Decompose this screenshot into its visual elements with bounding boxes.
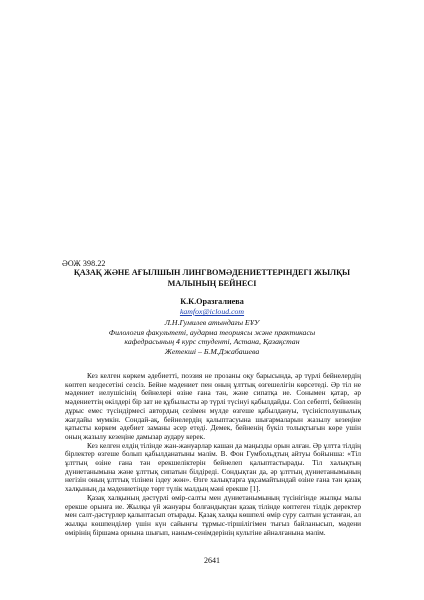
udc-code: ӘОЖ 398.22: [62, 259, 106, 268]
paragraph-2: Кез келген елдің тілінде жан-жануарлар кашан да маңызды орын алған. Әр ұлтта тілдің бірлектер өзгеше болып қабылданатыны мәлім. В. Фон Гумбольдтың айтуы бойынша: «Тіл ұлттың өзіне ғана тән ерекшеліктерін бейнелеп қалыптастырады. Тіл халықтың дүниетанымына және ұлттық сипатын білдіреді. Сондықтан да, әр ұлттың дүниетанымының негізін оның ұлттық тілінен іздеу жөн». Өзге халықтарға ұқсамайтындай өзіне ғана тән қазақ халқының да мәдениетінде төрт түлік малдың мәні ерекше [1].: [65, 440, 361, 494]
title-line-2: МАЛЫНЫҢ БЕЙНЕСІ: [167, 279, 257, 288]
author-email-link[interactable]: kamfox@icloud.com: [179, 307, 245, 316]
paragraph-1: Кез келген көркем әдебиетті, поэзия не прозаны оқу барысында, әр түрлі бейнелердің көптеп кездесетіні сезсіз. Бейне мәдениет пен оның ұлттық өзгешелігін көрсетеді. Әр тіл не мәдениет иелушісінің бейнелері өзіне ғана тән, және сипатқа ие. Сонымен қатар, әр мәдениеттің өкілдері бір зат не құбылысты әр түрлі түсінуі қабылдайды. Сол себепті, бейненің дұрыс емес түсіндірмесі автордың сезімен мүлде өзгеше қабылдануы, түсінісполушылық жағдайы мумкін. Сондай-ақ, бейнелердің қалыптасуына шығармаларын жазылу кезеңіне қатысты көркем әдебиет заманы әсер етеді. Демек, бейненің бүкіл толықтығын көре ушін оның жазылу кезеңіне дамызар аудару керек.: [65, 371, 362, 441]
affiliation-block: [90, 318, 334, 356]
article-body: [65, 372, 361, 537]
article-title: [52, 267, 372, 289]
affiliation-faculty: Филология факультеті, аударма теориясы және практикасы кафедрасының 4 курс студенті, Астана, Қазақстан: [108, 327, 316, 347]
affiliation-university: Л.Н.Гумилев атындағы ЕҰУ: [164, 318, 260, 327]
title-line-1: ҚАЗАҚ ЖӘНЕ АҒЫЛШЫН ЛИНГВОМӘДЕНИЕТТЕРІНДЕГІ ЖЫЛҚЫ: [73, 268, 351, 277]
affiliation-supervisor: Жетекші – Б.М.Джабашева: [164, 346, 260, 356]
paragraph-3: Қазақ халқының дәстүрлі өмір-салты мен дүниетанымының түсінігінде жылқы малы ерекше орынға ие. Жылқы үй жануары болғандықтан қазақ тілінде көптеген тілдік деректер мен салт-дәстүрлер қалыптасып отырады. Қазақ халқы көшпелі өмір сүру салтын ұстанған, ал жылқы көшпенділер үшін күн сайынғы тұрмыс-тіршілігімен тығыз байланысып, мәдени өмірінің біршама орнына шығып, наным-сенімдерінің культіне айналғанына мәлім.: [65, 492, 361, 537]
page-number: 2641: [204, 556, 220, 565]
author-name: К.К.Оразгалиева: [180, 297, 244, 306]
